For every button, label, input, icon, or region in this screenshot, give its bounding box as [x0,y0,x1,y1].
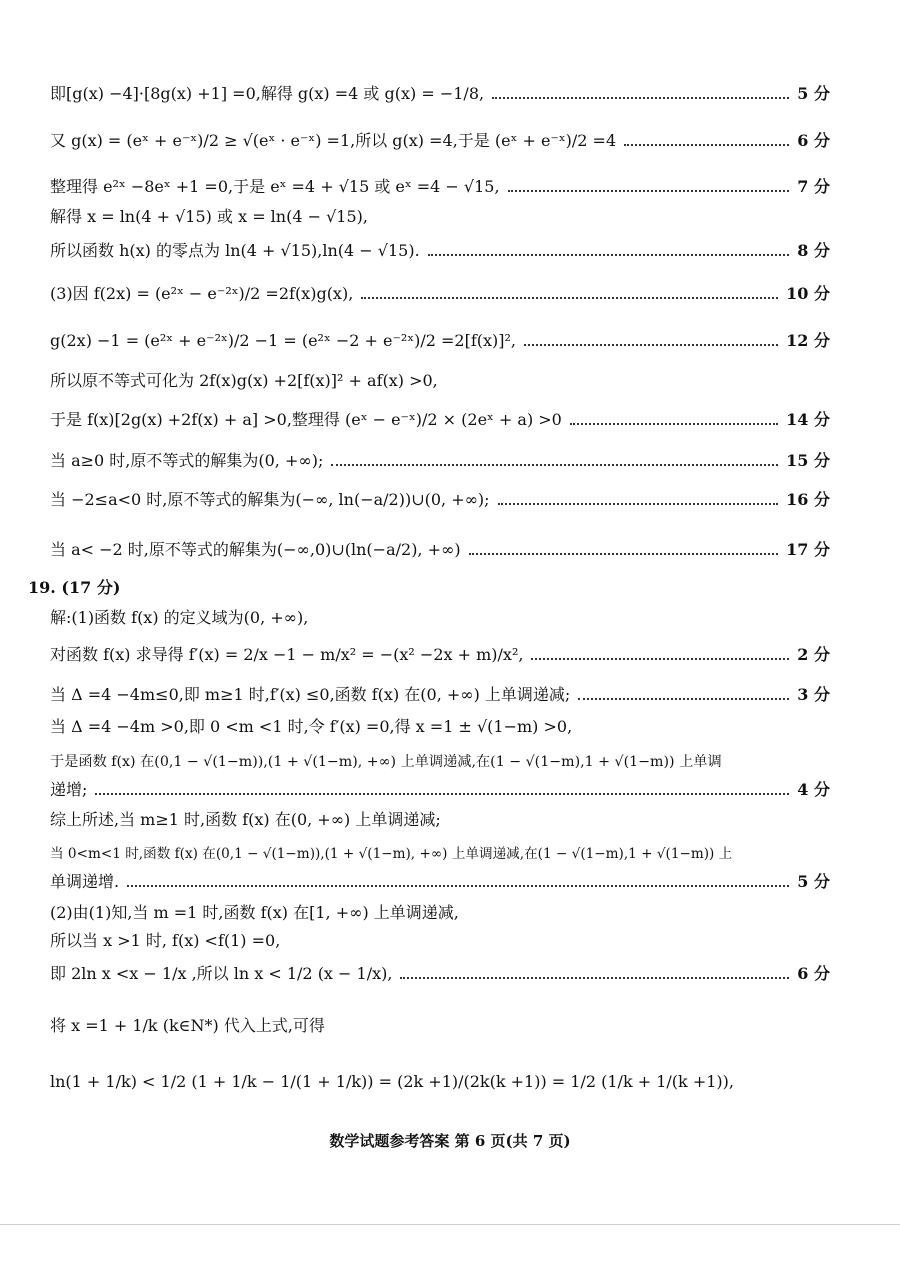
answer-line-8 [50,371,830,391]
q19-line-9 [50,872,830,892]
q19-line-8 [50,844,830,864]
answer-line-6 [50,284,830,304]
bottom-divider [0,1224,900,1225]
q19-line-12 [50,964,830,984]
dot-leader [492,97,789,99]
score-mark: 5 分 [797,84,830,103]
line-text: 将 x =1 + 1/k (k∈N*) 代入上式,可得 [50,1016,325,1035]
line-text: 所以原不等式可化为 2f(x)g(x) +2[f(x)]² + af(x) >0, [50,371,438,390]
q19-line-5 [50,752,830,772]
line-text: 当 Δ =4 −4m >0,即 0 <m <1 时,令 f′(x) =0,得 x =1 ± √(1−m) >0, [50,717,573,736]
line-text: (2)由(1)知,当 m =1 时,函数 f(x) 在[1, +∞) 上单调递减, [50,903,459,922]
answer-line-1 [50,84,830,104]
answer-line-7 [50,331,830,351]
dot-leader [508,190,790,192]
dot-leader [127,885,789,887]
answer-line-5 [50,241,830,261]
answer-line-3 [50,177,830,197]
score-mark: 17 分 [786,540,830,559]
score-mark: 3 分 [797,685,830,704]
answer-line-11 [50,490,830,510]
line-text: 于是 f(x)[2g(x) +2f(x) + a] >0,整理得 (eˣ − e⁻ˣ)/2 × (2eˣ + a) >0 [50,410,562,429]
line-text: 递增; [50,780,88,799]
line-text: 解得 x = ln(4 + √15) 或 x = ln(4 − √15), [50,207,368,226]
dot-leader [428,254,790,256]
score-mark: 8 分 [797,241,830,260]
score-mark: 6 分 [797,131,830,150]
line-text: 整理得 e²ˣ −8eˣ +1 =0,于是 eˣ =4 + √15 或 eˣ =4 − √15, [50,177,500,196]
q19-line-4 [50,717,830,737]
line-text: 当 0<m<1 时,函数 f(x) 在(0,1 − √(1−m)),(1 + √(1−m), +∞) 上单调递减,在(1 − √(1−m),1 + √(1−m)) 上 [50,846,733,862]
score-mark: 16 分 [786,490,830,509]
line-text: 单调递增. [50,872,120,891]
score-mark: 6 分 [797,964,830,983]
dot-leader [524,344,778,346]
line-text: 当 −2≤a<0 时,原不等式的解集为(−∞, ln(−a/2))∪(0, +∞); [50,490,490,509]
line-text: 当 a≥0 时,原不等式的解集为(0, +∞); [50,451,324,470]
line-text: 所以函数 h(x) 的零点为 ln(4 + √15),ln(4 − √15). [50,241,420,260]
line-text: 又 g(x) = (eˣ + e⁻ˣ)/2 ≥ √(eˣ · e⁻ˣ) =1,所以 g(x) =4,于是 (eˣ + e⁻ˣ)/2 =4 [50,131,617,150]
score-mark: 5 分 [797,872,830,891]
dot-leader [469,553,779,555]
score-mark: 14 分 [786,410,830,429]
line-text: ln(1 + 1/k) < 1/2 (1 + 1/k − 1/(1 + 1/k)) = (2k +1)/(2k(k +1)) = 1/2 (1/k + 1/(k +1)), [50,1072,734,1091]
dot-leader [570,423,778,425]
q19-line-2 [50,645,830,665]
score-mark: 4 分 [797,780,830,799]
answer-line-12 [50,540,830,560]
score-mark: 12 分 [786,331,830,350]
answer-line-4 [50,207,830,227]
q19-line-3 [50,685,830,705]
line-text: (3)因 f(2x) = (e²ˣ − e⁻²ˣ)/2 =2f(x)g(x), [50,284,354,303]
score-mark: 7 分 [797,177,830,196]
dot-leader [498,503,779,505]
dot-leader [531,658,789,660]
q19-line-10 [50,903,830,923]
answer-line-9 [50,410,830,430]
page-footer: 数学试题参考答案 第 6 页(共 7 页) [329,1132,571,1150]
answer-line-10 [50,451,830,471]
score-mark: 2 分 [797,645,830,664]
dot-leader [624,144,789,146]
line-text: 所以当 x >1 时, f(x) <f(1) =0, [50,931,281,950]
q19-line-6 [50,780,830,800]
line-text: 对函数 f(x) 求导得 f′(x) = 2/x −1 − m/x² = −(x² −2x + m)/x², [50,645,524,664]
dot-leader [400,977,789,979]
q19-line-13 [50,1016,830,1036]
line-text: 当 Δ =4 −4m≤0,即 m≥1 时,f′(x) ≤0,函数 f(x) 在(0, +∞) 上单调递减; [50,685,571,704]
line-text: 即 2ln x <x − 1/x ,所以 ln x < 1/2 (x − 1/x), [50,964,393,983]
q19-line-1 [50,608,830,628]
question-19-header: 19. (17 分) [28,578,121,597]
dot-leader [361,297,778,299]
q19-line-7 [50,810,830,830]
score-mark: 15 分 [786,451,830,470]
line-text: 当 a< −2 时,原不等式的解集为(−∞,0)∪(ln(−a/2), +∞) [50,540,461,559]
line-text: 即[g(x) −4]·[8g(x) +1] =0,解得 g(x) =4 或 g(x) = −1/8, [50,84,485,103]
dot-leader [331,464,778,466]
line-text: 解:(1)函数 f(x) 的定义域为(0, +∞), [50,608,309,627]
score-mark: 10 分 [786,284,830,303]
dot-leader [578,698,789,700]
line-text: 综上所述,当 m≥1 时,函数 f(x) 在(0, +∞) 上单调递减; [50,810,441,829]
q19-line-14 [50,1072,830,1092]
q19-line-11 [50,931,830,951]
line-text: g(2x) −1 = (e²ˣ + e⁻²ˣ)/2 −1 = (e²ˣ −2 + e⁻²ˣ)/2 =2[f(x)]², [50,331,516,350]
answer-line-2 [50,131,830,151]
line-text: 于是函数 f(x) 在(0,1 − √(1−m)),(1 + √(1−m), +∞) 上单调递减,在(1 − √(1−m),1 + √(1−m)) 上单调 [50,754,722,770]
dot-leader [95,793,789,795]
